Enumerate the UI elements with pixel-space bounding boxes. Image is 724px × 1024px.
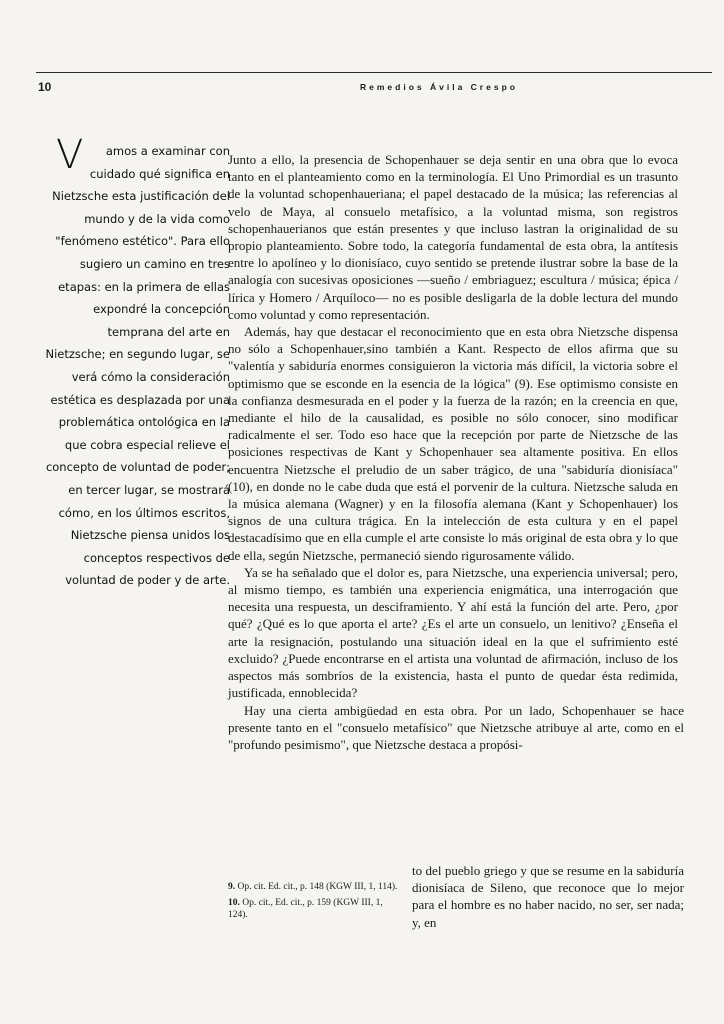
paragraph-2: Además, hay que destacar el reconocimiento que en esta obra Nietzsche dispensa no sólo a Schopenhauer,sino también a Kant. Respecto de ellos afirma que su "valentía y sabiduría enormes consiguieron la victoria más difícil, la victoria sobre el optimismo que se esconde en la esencia de la lógica" (9). Ese optimismo consiste en la confianza desmesurada en el poder y la fuerza de la razón; en la creencia en que, mediante el hilo de la causalidad, es posible no sólo conocer, sino modificar radicalmente el ser. Todo eso hace que la recepción por parte de Nietzsche de las posiciones respectivas de Kant y Schopenhauer sea altamente positiva. En ellos encuentra Nietzsche el preludio de un saber trágico, de una "sabiduría dionisíaca" (10), en donde no le cabe duda que está el porvenir de la cultura. Nietzsche saluda en la música alemana (Wagner) y en la filosofía alemana (Kant y Schopenhauer) los signos de una cultura trágica. En la intelección de esta cultura y en el papel destacadísimo que en ella cumple el arte consiste lo más original de esta obra y lo que de ella, según Nietzsche, permaneció siendo rigurosamente válido. (228, 324, 678, 563)
running-head: Remedios Ávila Crespo (360, 82, 518, 92)
margin-note-text: amos a examinar con cuidado qué significa en Nietzsche esta justificación del mundo y de la vida como "fenómeno estético". Para ello sugiero un camino en tres etapas: en la primera de ellas expondré la concepción temprana del arte en Nietzsche; en segundo lugar, se verá cómo la consideración estética es desplazada por una problemática ontológica en la que cobra especial relieve el concepto de voluntad de poder; en tercer lugar, se mostrará cómo, en los últimos escritos, Nietzsche piensa unidos los conceptos respectivos de voluntad de poder y de arte. (45, 144, 230, 588)
footnote-10 (228, 897, 404, 921)
footnote-text: Op. cit. Ed. cit., p. 148 (KGW III, 1, 114). (237, 882, 398, 892)
header-rule (36, 72, 712, 73)
footnote-9 (228, 881, 404, 893)
paragraph-4: Hay una cierta ambigüedad en esta obra. Por un lado, Schopenhauer se hace presente tanto en el "consuelo metafísico" que Nietzsche atribuye al arte, como en el "profundo pesimismo", que Nietzsche destaca a propósi- (228, 702, 684, 752)
paragraph-3: Ya se ha señalado que el dolor es, para Nietzsche, una experiencia universal; pero, al mismo tiempo, es también una experiencia enigmática, una interrogación que necesita una respuesta, un desciframiento. Y ahí está la función del arte. Pero, ¿por qué? ¿Qué es lo que aporta el arte? ¿Es el arte un consuelo, un lenitivo? ¿Enseña el arte la resignación, postulando una situación ideal en la que el sufrimiento esté excluido? ¿Puede encontrarse en el artista una voluntad de afirmación, incluso de los aspectos más sombríos de la existencia, hasta el punto de quedar ésta redimida, justificada, ennoblecida? (228, 564, 678, 701)
footnote-text: Op. cit., Ed. cit., p. 159 (KGW III, 1, 124). (228, 898, 383, 920)
page-number: 10 (38, 80, 52, 94)
footnote-number: 9. (228, 882, 236, 892)
drop-cap: V (56, 132, 84, 178)
body-text (228, 151, 684, 753)
footnote-number: 10. (228, 898, 240, 908)
paragraph-1: Junto a ello, la presencia de Schopenhauer se deja sentir en una obra que lo evoca tanto en el planteamiento como en la terminología. El Uno Primordial es un trasunto de la voluntad schopenhaueriana; el papel destacado de la música; las referencias al velo de Maya, al consuelo metafísico, a la voluntad misma, son registros schopenhauerianos que están presentes y que incluso lastran la originalidad de su propio planteamiento. Sobre todo, la categoría fundamental de esta obra, la antítesis entre lo apolíneo y lo dionisíaco, cuyo sentido se pretende ilustrar sobre la base de la analogía con sucesivas oposiciones —sueño / embriaguez; escultura / música; épica / lírica y Homero / Arquíloco— no es posible desligarla de la doble lectura del mundo como voluntad y como representación. (228, 152, 678, 322)
footnotes (228, 881, 404, 925)
margin-note (44, 132, 230, 592)
paragraph-4-continued: to del pueblo griego y que se resume en la sabiduría dionisíaca de Sileno, que reconoce que lo mejor para el hombre es no haber nacido, no ser, ser nada; y, en (412, 863, 684, 930)
